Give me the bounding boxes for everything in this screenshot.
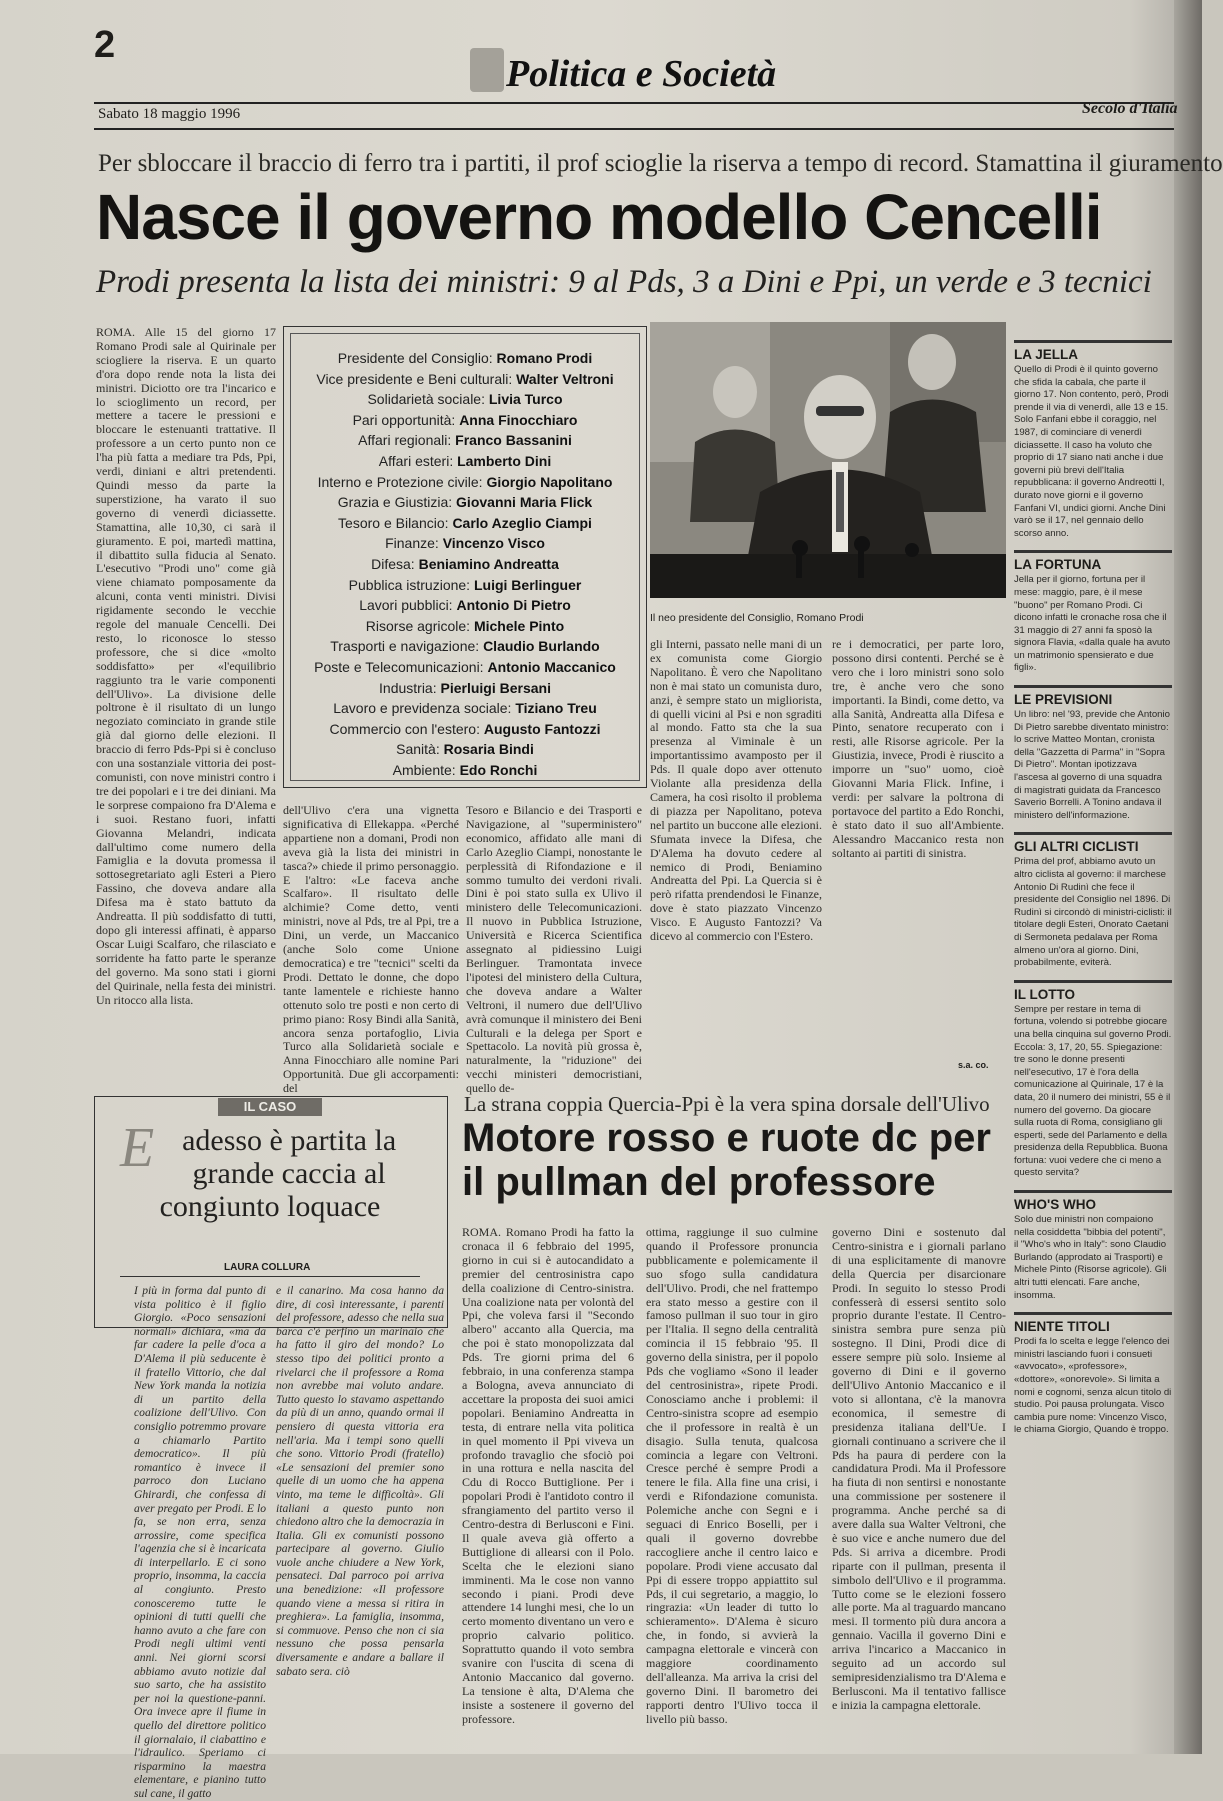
sidebar-heading: WHO'S WHO [1014,1190,1172,1212]
minister-role: Grazia e Giustizia: [337,494,453,511]
minister-role: Interno e Protezione civile: [317,473,483,490]
minister-name: Claudio Burlando [483,638,600,655]
main-article-column-1: ROMA. Alle 15 del giorno 17 Romano Prodi sale al Quirinale per sciogliere la riserva. E un quarto d'ora dopo rende nota la lista dei ministri. Diciotto ore tra l'incarico e lo scioglimento un record, per mettere a tacere le pressioni e bloccare le estenuanti trattative. Il professore a un certo punto non ce l'ha più fatta a mediare tra Pds, Ppi, verdi, diniani e altri pretendenti. Quindi messo da parte la superstizione, ha varato il suo governo di venerdì diciassette. Stamattina, alle 10,30, ci sarà il giuramento. E poi, martedì mattina, il dibattito sulla fiducia al Senato. L'esecutivo "Prodi uno" come già viene chiamato pomposamente da alcuni, conta venti ministri. Divisi rigidamente secondo le vecchie regole del manuale Cencelli. Dei resto, lo riconosce lo stesso professore, che si dice «molto soddisfatto» per «l'equilibrio raggiunto tra le varie componenti dell'Ulivo». La divisione delle poltrone è il risultato di un lungo negoziato cominciato in grande stile già dal giorno delle elezioni. Il braccio di ferro Pds-Ppi si è concluso con una sostanziale vittoria dei post-comunisti, con nove ministri contro i tre dei popolari e i tre dei diniani. Ma le sorprese compaiono fra D'Alema e i suoi. Restano fuori, infatti Giovanna Melandri, indicata dall'ultimo come numero della Famiglia e la dovuta promessa il sottosegretariato agli Esteri a Piero Fassino, che doveva andare alla Difesa ma è stato battuto da Andreatta. Il più soddisfatto di tutti, dopo gli interessi affinati, è apparso Oscar Luigi Scalfaro, che rilasciato e sorridente ha fatto parte le speranze del governo. Ma sono stati i giorni del Quirinale, nella festa dei ministri. Un ritocco alla lista. [96,325,276,1007]
minister-row [291,554,639,575]
sidebar-heading: GLI ALTRI CICLISTI [1014,832,1172,854]
minister-name: Pierluigi Bersani [440,679,551,696]
main-kicker: Per sbloccare il braccio di ferro tra i partiti, il prof scioglie la riserva a tempo di record. Stamattina il giuramento [98,150,1223,177]
sidebar-heading: NIENTE TITOLI [1014,1312,1172,1334]
minister-name: Tiziano Treu [515,700,597,717]
minister-row [291,451,639,472]
ministers-box-inner [290,333,640,781]
minister-row [291,760,639,781]
photo-caption: Il neo presidente del Consiglio, Romano Prodi [650,612,864,624]
sidebar-heading: LA FORTUNA [1014,550,1172,572]
section-title [470,48,776,96]
main-article-column-4: gli Interni, passato nelle mani di un ex comunista come Giorgio Napolitano. È vero che Napolitano non è mai stato un comunista duro, anzi, è sempre stato un migliorista, di quelli vicini al Psi e non sgraditi al mondo. Fatto sta che la sua presenza al Viminale è un importantissimo avamposto per il Pds. Il quale dopo aver ottenuto Violante alla presidenza della Camera, ha così risolto il problema di piazza per Napolitano, poteva nel partito un buccone alle elezioni. Sfumata invece la Difesa, che D'Alema ha dovuto cedere al nemico di Prodi, Beniamino Andreatta del Ppi. La Quercia si è però rifatta prendendosi le Finanze, dove è stato piazzato Vincenzo Visco. E Augusto Fantozzi? Va dicevo al commercio con l'Estero. [650,637,822,944]
minister-role: Ambiente: [392,761,456,778]
second-kicker: La strana coppia Quercia-Ppi è la vera spina dorsale dell'Ulivo [464,1092,990,1116]
page-spine-shadow [1174,0,1202,1754]
minister-name: Augusto Fantozzi [483,720,601,737]
sidebar-notes [1014,330,1172,1754]
minister-row [291,616,639,637]
il-caso-title-text: adesso è partita la grande caccia al congiunto loquace [159,1124,397,1223]
main-article-column-5: re i democratici, per parte loro, possono dirsi contenti. Perché se è vero che i loro ministri sono solo tre, è anche vero che sono importanti. Ia Bindi, come detto, va alla Sanità, Andreatta alla Difesa e Pinto, senatore recuperato con i resti, alle Risorse agricole. Per la Giustizia, invece, Prodi è riuscito a imporre un "suo" uomo, cioè Giovanni Maria Flick. Infine, i verdi: per salvare la poltrona di portavoce del partito a Edo Ronchi, è stato dato il suo all'Ambiente. Alessandro Maccanico resta non soltanto ai partiti di sinistra. [832,637,1004,860]
minister-role: Trasporti e navigazione: [330,638,480,655]
minister-row [291,513,639,534]
minister-role: Affari regionali: [358,432,452,449]
sidebar-text: Solo due ministri non compaiono nella cosiddetta "bibbia del potenti", il "Who's who in Italy": sono Claudio Burlando (approdato ai Trasporti) e Michele Pinto (Risorse agricole). Gli altri tutti elencati. Fare anche, insomma. [1014,1214,1167,1301]
sidebar-text: Sempre per restare in tema di fortuna, volendo si potrebbe giocare una bella cinquina sul governo Prodi. Eccola: 3, 17, 20, 55. Spiegazione: tre sono le donne presenti nell'esecutivo, 17 è l'ora della comunicazione al Quirinale, 17 è la data, 20 il numero dei ministri, 55 è il numero del governo. Da giocare sulla ruota di Roma, consigliano gli esperti, sede del Parlamento e della presidenza della Repubblica. Buona fortuna: vuoi vedere che ci meno a questo servita? [1014,1003,1172,1179]
minister-name: Giorgio Napolitano [486,473,613,490]
il-caso-author: LAURA COLLURA [224,1262,311,1273]
minister-row [291,678,639,699]
minister-name: Antonio Maccanico [487,658,616,675]
minister-role: Difesa: [371,555,415,572]
page-number: 2 [94,24,116,66]
second-headline: Motore rosso e ruote dc per il pullman del professore [462,1116,991,1204]
minister-role: Poste e Telecomunicazioni: [314,658,484,675]
minister-name: Edo Ronchi [459,761,538,778]
minister-role: Risorse agricole: [365,617,471,634]
minister-row [291,739,639,760]
minister-name: Anna Finocchiaro [459,411,578,428]
minister-row [291,369,639,390]
minister-role: Presidente del Consiglio: [337,350,493,366]
minister-row [291,472,639,493]
minister-role: Commercio con l'estero: [329,720,480,737]
second-article-column-2: ottima, raggiunge il suo culmine quando il Professore pronuncia pubblicamente e polemicamente il suo sfogo sulla candidatura dell'Ulivo. Prodi, che nel frattempo era stato messo a gestire con il famoso pullman il suo tour in giro per l'Italia. Il segno della centralità comincia il 15 febbraio '95. Il governo della sinistra, per il popolo Pds che vogliamo «Sono il leader del centrosinistra», ripete Prodi. Conosciamo anche i problemi: il Centro-sinistra scopre ad esempio che il professore in realtà è un disagio. Sulla tenuta, qualcosa comincia a legare con Veltroni. Cresce perché è sempre Prodi a tenere le fila. Alla fine una crisi, i verdi e Rifondazione comunista. Polemiche anche con Segni e i seguaci di Enrico Boselli, per i quali il governo dovrebbe raccogliere anche il centro laico e popolare. Prodi viene accusato dal Ppi di essere troppo appiattito sul Pds, il cui segretario, a maggio, lo ringrazia: «Un leader di tutto lo schieramento». D'Alema è sicuro che, in fondo, si avvierà la campagna elettorale e vincerà con maggiore coordinamento dell'alleanza. Ma arriva la crisi del governo Dini. Il barometro dei rapporti dentro l'Ulivo tocca il livello più basso. [646,1225,818,1726]
minister-name: Luigi Berlinguer [473,576,582,593]
minister-row [291,636,639,657]
sidebar-text: Quello di Prodi è il quinto governo che sfida la cabala, che parte il giorno 17. Non contento, però, Prodi prende il via di venerdì, alle 13 e 15. Solo Fanfani ebbe il coraggio, nel 1987, di cominciare di venerdì diciassette. Il caso ha voluto che proprio di 17 siano nati anche i due governi più brevi dell'Italia repubblicana: il governo Andreotti I, durato nove giorni e il governo Fanfani VI, undici giorni. Anche Dini varò se il 17, nel gennaio dello scorso anno. [1014,364,1169,539]
photo-illustration [650,322,1006,598]
minister-row [291,348,639,369]
il-caso-title-initial: E [120,1117,155,1179]
section-title-ornament [470,48,504,92]
sidebar-text: Un libro: nel '93, previde che Antonio Di Pietro sarebbe diventato ministro: lo scrive Matteo Montan, cronista della "Gazzetta di Parma" in "Sopra Di Pietro". Montan ipotizzava l'ascesa al governo di una squadra di magistrati guidata da Francesco Saverio Borrelli. A Tonino andava il ministero dell'informazione. [1014,709,1170,821]
minister-role: Industria: [379,679,437,696]
sidebar-heading: LA JELLA [1014,340,1172,362]
sidebar-heading: IL LOTTO [1014,980,1172,1002]
minister-role: Pari opportunità: [352,411,456,428]
minister-row [291,719,639,740]
minister-name: Lamberto Dini [457,452,552,469]
minister-row [291,430,639,451]
minister-name: Beniamino Andreatta [418,555,559,572]
minister-name: Livia Turco [488,391,563,408]
minister-role: Vice presidente e Beni culturali: [316,370,513,387]
il-caso-title [120,1117,420,1223]
il-caso-label: IL CASO [218,1098,322,1116]
minister-name: Carlo Azeglio Ciampi [452,514,592,531]
il-caso-column-1: I più in forma dal punto di vista politico è il figlio Giorgio. «Poco sensazioni normali» dichiara, «ma da far cadere la pelle d'oca a D'Alema il più seducente è il fratello Vittorio, che dal New York manda la notizia di un partito della coalizione dell'Ulivo. Con consiglio potremmo provare a chiamarlo Partito democratico». Il più romantico è invece il parroco don Luciano Ghirardi, che confessa di aver pregato per Prodi. E lo fa, se non erra, senza arrossire, come specifica l'agenzia che si è incaricata di interpellarlo. E ci sono proprio, insomma, la caccia al congiunto. Presto conosceremo tutte le opinioni di tutti quelli che hanno avuto a che fare con Prodi negli ultimi venti anni. Nei giorni scorsi abbiamo avuto notizie dal suo sarto, che ha assistito per noi la questione-panni. Ora invece apre il fiume in quello del direttore politico il giornalaio, il ciabattino e l'idraulico. Speriamo ci risparmino la maestra elementare, e pianino tutto sul cane, il gatto [134,1284,266,1800]
article-credit: s.a. co. [958,1060,989,1070]
minister-role: Lavori pubblici: [359,597,453,614]
minister-row [291,533,639,554]
il-caso-author-rule [120,1276,420,1277]
sidebar-heading: LE PREVISIONI [1014,685,1172,707]
minister-row [291,657,639,678]
sidebar-text: Prima del prof, abbiamo avuto un altro ciclista al governo: il marchese Antonio Di Rudinì che fece il presidente del Consiglio nel 1896. Di Rudinì si circondò di ministri-ciclisti: il titolare degli Esteri, Onorato Caetani di Sermoneta pedalava per Roma almeno un'ora al giorno. Dini, probabilmente, eviterà. [1014,856,1172,969]
minister-name: Vincenzo Visco [442,535,545,552]
minister-row [291,492,639,513]
second-article-column-3: governo Dini e sostenuto dal Centro-sinistra e i giornali parlano di una esplicitamente di manovre della Quercia per disarcionare Prodi. In seguito lo stesso Prodi confesserà di essersi sentito solo proprio durante l'estate. Il Centro-sinistra sembra pure senza più sostegno. Il Dini, Prodi dice di essere sempre più solo. Insieme al governo di Dini e il governo dell'Ulivo Antonio Maccanico e il voto si allontana, c'è la manovra economica, il semestre di presidenza italiana dell'Ue. I giornali continuano a scrivere che il Pds ha paura di perdere con la candidatura Prodi. Ma il Professore ha fiuta di non sentirsi e nonostante una commissione per sostenere il programma. Anche perché sa di avere dalla sua Walter Veltroni, che è suo vice e anche numero due del Pds. Si arriva a dicembre. Prodi riparte con il pullman, presenta il simbolo dell'Ulivo e il programma. Tutto come se le elezioni fossero alle porte. Ma al traguardo mancano mesi. Il tormento più dura ancora a gennaio. Vacilla il governo Dini e arriva l'incarico a Maccanico in seguito ad un accordo sul semipresidenzialismo tra D'Alema e Berlusconi. Ma il tentativo fallisce e inizia la campagna elettorale. [832,1225,1006,1712]
minister-name: Rosaria Bindi [443,741,534,758]
minister-row [291,389,639,410]
minister-row [291,698,639,719]
minister-name: Giovanni Maria Flick [456,494,593,511]
minister-row [291,410,639,431]
main-subheadline: Prodi presenta la lista dei ministri: 9 al Pds, 3 a Dini e Ppi, un verde e 3 tecnici [96,264,1152,300]
sidebar-text: Prodi fa lo scelta e legge l'elenco dei ministri lasciando fuori i consueti «avvocato», «professore», «dottore», «onorevole». Si limita a nomi e cognomi, senza alcun titolo di studio. Poi pausa prolungata. Visco cambia pure nome: Vincenzo Visco, le chiama Giorgio, Quando è troppo. [1014,1336,1172,1436]
minister-role: Sanità: [396,741,440,758]
minister-role: Pubblica istruzione: [348,576,471,593]
minister-name: Franco Bassanini [455,432,572,449]
minister-name: Antonio Di Pietro [456,597,571,614]
masthead-rule-bottom [94,128,1174,130]
prodi-photo [650,322,1006,598]
minister-row [291,595,639,616]
issue-date: Sabato 18 maggio 1996 [98,106,241,122]
minister-role: Tesoro e Bilancio: [338,514,449,531]
minister-role: Solidarietà sociale: [367,391,485,408]
paper-name: Secolo d'Italia [1082,100,1178,117]
second-article-column-1: ROMA. Romano Prodi ha fatto la cronaca il 6 febbraio del 1995, giorno in cui si è autocandidato a premier del centrosinistra capo della coalizione di Centro-sinistra. Una coalizione nata per volontà del Ppi, che voleva farsi il "Secondo albero" accanto alla Quercia, ma che poi è stato monopolizzata dal Pds. Tre giorni prima del 6 febbraio, in una conferenza stampa a Bologna, aveva annunciato di accettare la proposta dei suoi amici popolari. Beniamino Andreatta in testa, di entrare nella vita politica in quel momento il Ppi viveva un profondo travaglio che sfociò poi in una rottura e nella nascita del Cdu di Rocco Buttiglione. Per i popolari Prodi è l'antidoto contro il sfrangiamento del partito verso il Centro-destra di Berlusconi e Fini. Il quale aveva già offerto a Buttiglione di allearsi con il Polo. Scelta che le elezioni siano imminenti. Ma le cose non vanno secondo i piani. Prodi deve attendere 14 lunghi mesi, che lo un certo momento diventano un vero e proprio calvario politico. Soprattutto quando il voto sembra svanire con l'uscita di scena di Antonio Maccanico dal governo. La tensione è alta, D'Alema che insiste a sostenere il governo del professore. [462,1225,634,1726]
minister-row [291,575,639,596]
ministers-box [283,326,647,788]
minister-name: Romano Prodi [496,350,593,366]
sidebar-text: Jella per il giorno, fortuna per il mese: maggio, pare, è il mese "buono" per Romano Prodi. Ci dicono infatti le cronache rosa che il 31 maggio di 27 anni fa sposò la signora Flavia, «dalla quale ha avuto un matrimonio spensierato e due figli». [1014,574,1171,674]
masthead-rule-top [94,102,1174,104]
main-article-column-2: dell'Ulivo c'era una vignetta significativa di Ellekappa. «Perché appartiene non a domani, Prodi non aveva già la lista dei ministri in tasca?» chiede il primo personaggio. E l'altro: «Le faceva anche Scalfaro». Il risultato delle alchimie? Come detto, venti ministri, nove al Pds, tre al Ppi, tre a Dini, un verde, un Maccanico (anche Solo come Unione democratica) e tre "tecnici" scelti da Prodi. Dettato le donne, che dopo tante lamentele e richieste hanno ottenuto solo tre posti e non certo di primo piano: Rosy Bindi alla Sanità, ancora senza portafoglio, Livia Turco alla Solidarietà sociale e Anna Finocchiaro alle nomine Pari Opportunità. Due gli accorpamenti: del [283,803,459,1096]
minister-role: Affari esteri: [378,452,454,469]
minister-role: Lavoro e previdenza sociale: [333,700,512,717]
ministers-list [291,348,639,780]
main-article-column-3: Tesoro e Bilancio e dei Trasporti e Navigazione, al "superministero" economico, affidato alle mani di Carlo Azeglio Ciampi, nonostante le perplessità di Rifondazione e il sommo tumulto dei verdoni rivali. Dini è poi stato sulla ex Ulivo il ministero delle Telecomunicazioni. Il nuovo in Pubblica Istruzione, Università e Ricerca Scientifica assegnato al pidiessino Luigi Berlinguer. Tramontata invece l'ipotesi del ministero della Cultura, che doveva andare a Walter Veltroni, il numero due dell'Ulivo avrà comunque il ministero dei Beni Culturali e la delega per Sport e Spettacolo. La novità più grossa è, naturalmente, la "riduzione" dei vecchi ministeri democristiani, quello de- [466,803,642,1096]
section-title-text: Politica e Società [506,53,777,95]
minister-name: Michele Pinto [473,617,565,634]
main-headline: Nasce il governo modello Cencelli [96,181,1102,253]
minister-name: Walter Veltroni [516,370,614,387]
minister-role: Finanze: [385,535,439,552]
il-caso-column-2: e il canarino. Ma cosa hanno da dire, di così interessante, i parenti del professore, adesso che nella sua barca c'è perfino un marinaio che ha fatto il giro del mondo? Lo stesso tipo dei politici pronto a rivelarci che il professore a Roma non avrebbe mai voluto andare. Tutto questo lo stavamo aspettando da più di un anno, quando ormai il pensiero di questa vittoria era nell'aria. Ma i tempi sono quelli che sono. Vittorio Prodi (fratello) «Le sensazioni del premier sono quelle di un uomo che ha appena vinto, ma teme le difficoltà». Gli italiani a questo punto non chiedono altro che la democrazia in Italia. Gli ex comunisti possono partecipare al governo. Giulio vuole anche chiudere a New York, pensateci. Dal parroco poi arriva una benedizione: «Il professore quando viene a messa si ritira in preghiera». La famiglia, insomma, si commuove. Penso che non ci sia nessuno che possa pensarla diversamente e andare a ballare il sabato sera. ciò [276,1284,444,1678]
